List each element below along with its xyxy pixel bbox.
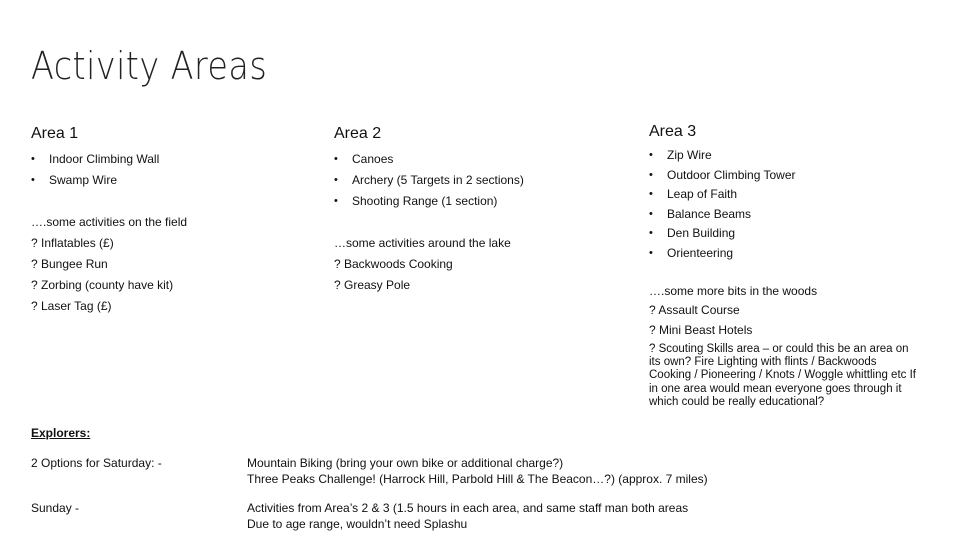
saturday-options [247, 455, 708, 487]
area3-bullet: • Zip Wire [649, 146, 796, 166]
area1-bullet: • Indoor Climbing Wall [31, 149, 159, 170]
area3-woods-list [649, 301, 752, 340]
area3-bullet: • Den Building [649, 224, 796, 244]
sunday-line: Due to age range, wouldn’t need Splashu [247, 517, 468, 531]
area3-bullet: • Outdoor Climbing Tower [649, 166, 796, 186]
area2-lake-intro: …some activities around the lake [334, 236, 511, 250]
sunday-details [247, 500, 688, 532]
area1-field-list [31, 233, 173, 317]
area1-field-item: ? Zorbing (county have kit) [31, 278, 174, 292]
explorers-heading: Explorers: [31, 426, 91, 440]
area3-woods-item: ? Mini Beast Hotels [649, 322, 753, 337]
area3-woods-intro: ….some more bits in the woods [649, 284, 818, 298]
area3-bullet: • Leap of Faith [649, 185, 796, 205]
area3-bullet-list [649, 146, 796, 263]
saturday-option: Mountain Biking (bring your own bike or additional charge?) [247, 456, 564, 470]
area1-bullet-list [31, 149, 159, 191]
area1-heading: Area 1 [31, 125, 79, 142]
saturday-option: Three Peaks Challenge! (Harrock Hill, Parbold Hill & The Beacon…?) (approx. 7 miles) [247, 472, 708, 486]
area2-lake-item: ? Greasy Pole [334, 278, 411, 292]
area1-bullet: • Swamp Wire [31, 170, 159, 191]
sunday-line: Activities from Area’s 2 & 3 (1.5 hours in each area, and same staff man both areas [247, 501, 689, 515]
area3-scouting-note: ? Scouting Skills area – or could this be an area on its own? Fire Lighting with flints / Backwoods Cooking / Pioneering / Knots / Woggle whittling etc If in one area would mean everyone goes through it which could be really educational? [649, 343, 916, 408]
area2-bullet: • Archery (5 Targets in 2 sections) [334, 170, 524, 191]
area3-bullet: • Orienteering [649, 244, 796, 264]
sunday-label: Sunday - [31, 501, 80, 515]
area2-bullet-list [334, 149, 524, 212]
area3-bullet: • Balance Beams [649, 205, 796, 225]
area2-bullet: • Canoes [334, 149, 524, 170]
area1-field-item: ? Inflatables (£) [31, 236, 114, 250]
area3-heading: Area 3 [649, 123, 697, 140]
area3-woods-item: ? Assault Course [649, 303, 740, 317]
area2-bullet: • Shooting Range (1 section) [334, 191, 524, 212]
area2-heading: Area 2 [334, 125, 382, 142]
area1-field-item: ? Bungee Run [31, 257, 108, 271]
area2-lake-list [334, 254, 453, 296]
area2-lake-item: ? Backwoods Cooking [334, 257, 453, 271]
page-title: Activity Areas [31, 44, 268, 88]
area1-field-intro: ….some activities on the field [31, 215, 188, 229]
saturday-label: 2 Options for Saturday: - [31, 456, 162, 470]
area1-field-item: ? Laser Tag (£) [31, 299, 112, 313]
